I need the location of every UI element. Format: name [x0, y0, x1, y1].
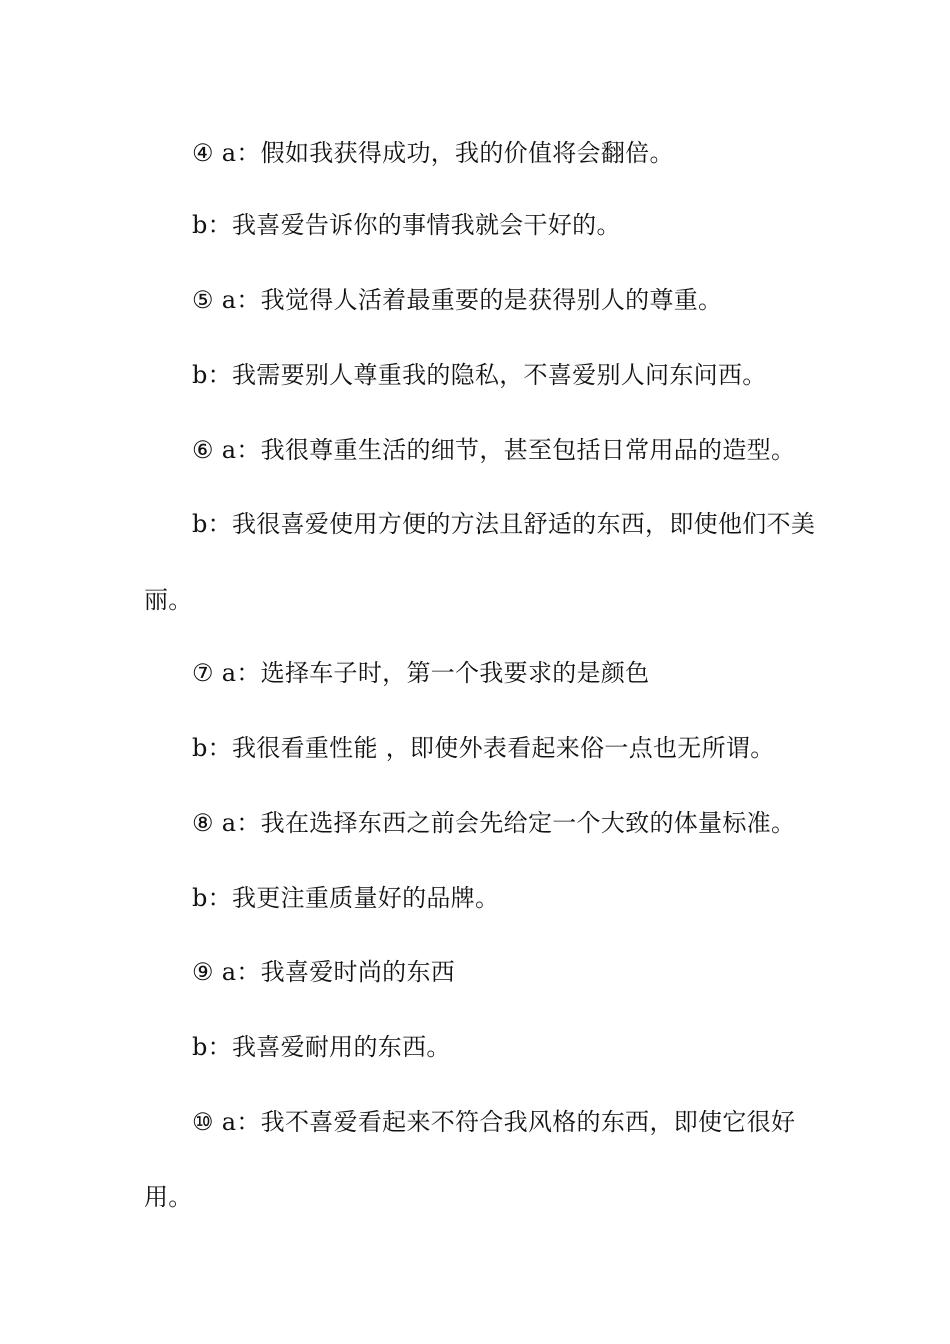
question-7-option-b: b：我很看重性能 ，即使外表看起来俗一点也无所谓。	[192, 734, 775, 762]
question-10-option-a-continuation: 用。	[144, 1183, 193, 1211]
question-5-option-b: b：我需要别人尊重我的隐私，不喜爱别人问东问西。	[192, 361, 767, 389]
question-9-option-b: b：我喜爱耐用的东西。	[192, 1033, 451, 1061]
question-6-option-a: ⑥ a：我很尊重生活的细节，甚至包括日常用品的造型。	[192, 436, 796, 464]
question-8-option-a: ⑧ a：我在选择东西之前会先给定一个大致的体量标准。	[192, 809, 796, 837]
question-8-option-b: b：我更注重质量好的品牌。	[192, 884, 500, 912]
question-4-option-b: b：我喜爱告诉你的事情我就会干好的。	[192, 211, 621, 239]
question-6-option-b-continuation: 丽。	[144, 586, 193, 614]
question-5-option-a: ⑤ a：我觉得人活着最重要的是获得别人的尊重。	[192, 286, 723, 314]
question-10-option-a: ⑩ a：我不喜爱看起来不符合我风格的东西，即使它很好	[192, 1108, 796, 1136]
question-4-option-a: ④ a：假如我获得成功，我的价值将会翻倍。	[192, 139, 674, 167]
question-6-option-b: b：我很喜爱使用方便的方法且舒适的东西，即使他们不美	[192, 510, 816, 538]
question-9-option-a: ⑨ a：我喜爱时尚的东西	[192, 958, 456, 986]
question-7-option-a: ⑦ a：选择车子时，第一个我要求的是颜色	[192, 659, 650, 687]
